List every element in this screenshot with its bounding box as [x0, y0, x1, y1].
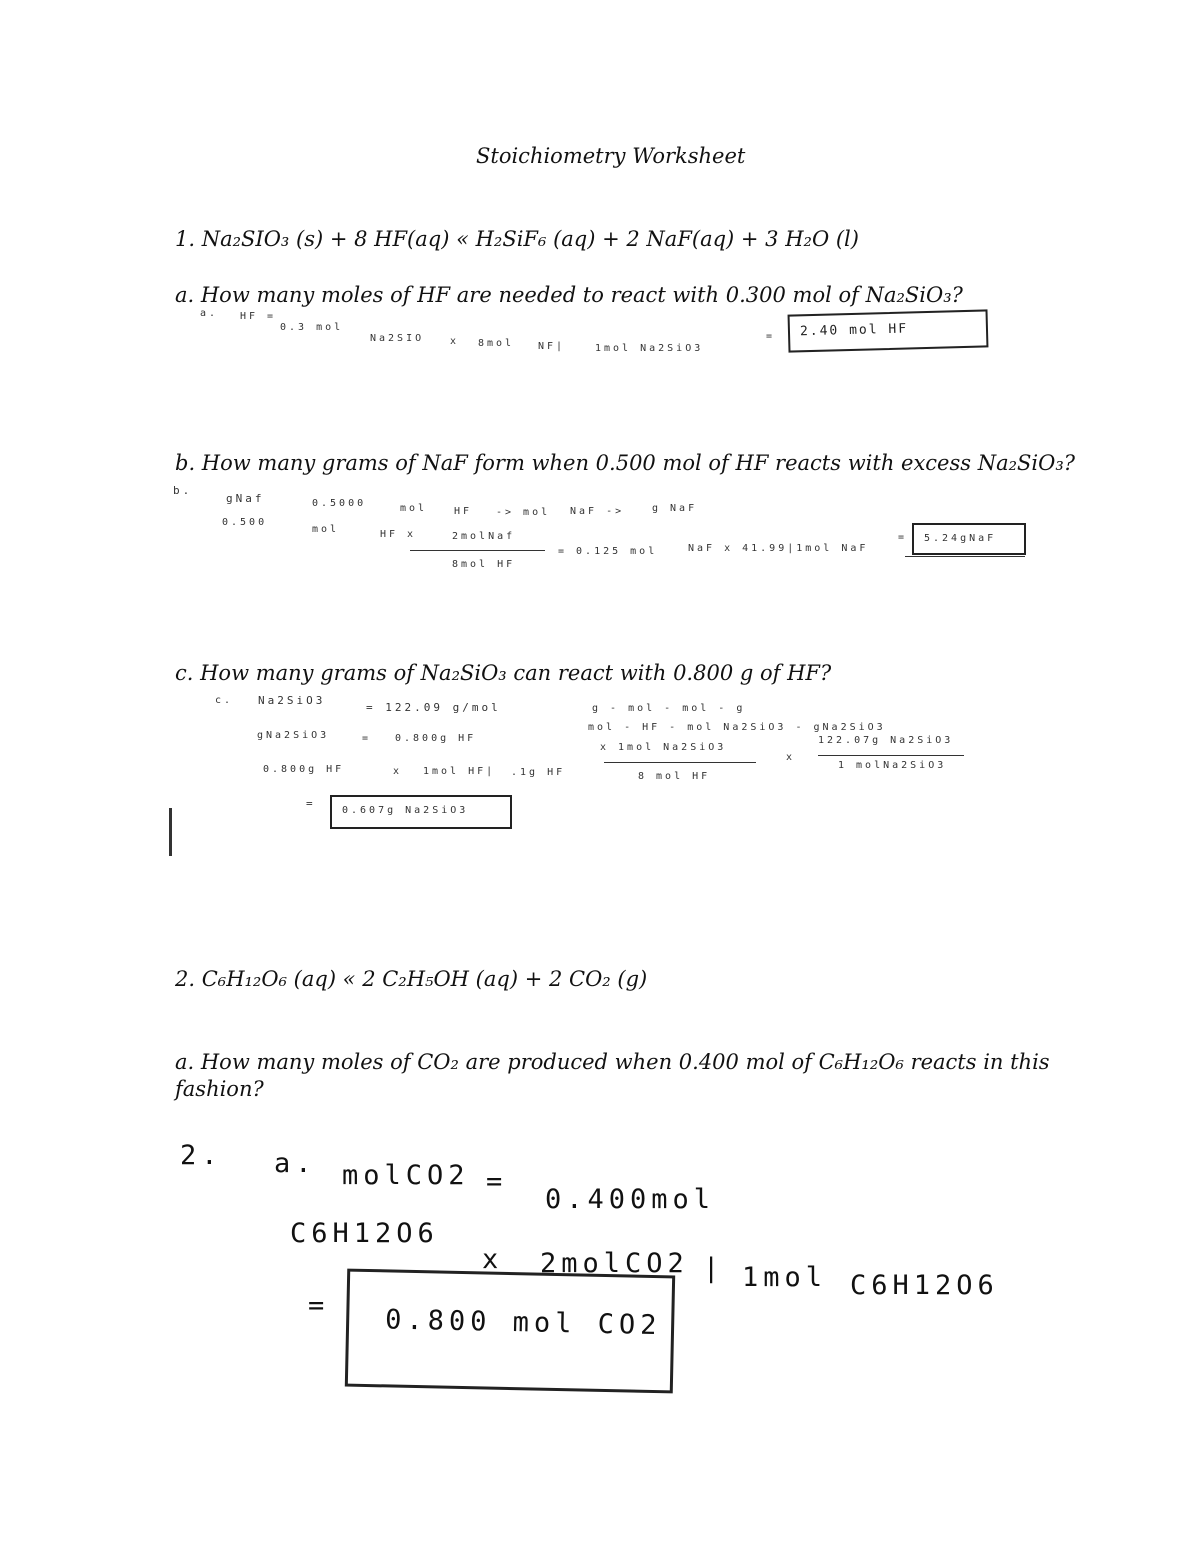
work-text: x — [482, 1244, 504, 1275]
work-text: 0.400mol — [545, 1184, 716, 1215]
work-text: 1 molNa2SiO3 — [838, 760, 947, 771]
question-1b: b. How many grams of NaF form when 0.500 mol of HF reacts with excess Na₂SiO₃? — [175, 451, 1076, 475]
question-1c: c. How many grams of Na₂SiO₃ can react with 0.800 g of HF? — [175, 661, 832, 685]
work-text: HF = — [240, 311, 277, 322]
work-text: gNa2SiO3 — [257, 730, 330, 741]
underline — [905, 556, 1025, 557]
work-text: g NaF — [652, 503, 698, 514]
work-label: a. — [274, 1148, 317, 1179]
work-text: 2molCO2 — [540, 1248, 689, 1279]
work-text: HF x — [380, 529, 417, 540]
work-text: 1mol HF| — [423, 766, 496, 777]
work-text: NaF -> — [570, 506, 625, 517]
work-text: Na2SiO3 — [258, 694, 326, 707]
question-1a: a. How many moles of HF are needed to react with 0.300 mol of Na₂SiO₃? — [175, 283, 963, 307]
fraction-bar — [410, 550, 545, 551]
work-text: 1mol Na2SiO3 — [595, 343, 704, 354]
work-text: 8 mol HF — [638, 771, 711, 782]
work-text: 1mol — [742, 1262, 828, 1293]
fraction-bar — [818, 755, 964, 756]
work-number: 2. — [180, 1140, 223, 1171]
work-text: Na2SIO — [370, 333, 425, 344]
work-text: 0.3 mol — [280, 322, 344, 333]
work-text: 0.800g HF — [263, 764, 345, 775]
problem-2-equation: 2. C₆H₁₂O₆ (aq) « 2 C₂H₅OH (aq) + 2 CO₂ (g) — [175, 967, 648, 991]
work-text: x — [786, 752, 796, 763]
work-text: -> mol — [496, 507, 551, 518]
answer-1b: 5.24gNaF — [924, 533, 997, 544]
work-text: mol - HF - mol Na2SiO3 - gNa2SiO3 — [588, 722, 886, 733]
answer-box — [788, 309, 989, 352]
answer-box — [330, 795, 512, 829]
work-text: = 0.125 mol — [558, 546, 658, 557]
work-label: b. — [173, 484, 193, 497]
work-text: 0.500 — [222, 517, 268, 528]
question-2a: a. How many moles of CO₂ are produced when 0.400 mol of C₆H₁₂O₆ reacts in this — [175, 1050, 1050, 1074]
answer-1c: 0.607g Na2SiO3 — [342, 805, 469, 816]
work-text: = — [766, 331, 776, 342]
work-text: x 1mol Na2SiO3 — [600, 742, 727, 753]
work-text: = — [486, 1166, 508, 1197]
work-text: 8mol HF — [452, 559, 516, 570]
work-text: = 122.09 g/mol — [366, 701, 501, 714]
work-text: | — [703, 1253, 725, 1284]
work-text: = — [898, 532, 908, 543]
work-text: NaF x 41.99|1mol NaF — [688, 543, 869, 554]
work-text: 0.800g HF — [395, 733, 477, 744]
work-text: 8mol — [478, 338, 515, 349]
work-label: a. — [200, 308, 219, 319]
work-text: 122.07g Na2SiO3 — [818, 735, 954, 746]
work-text: = — [306, 797, 316, 810]
answer-box — [345, 1269, 675, 1394]
work-text: HF — [454, 506, 473, 517]
work-text: mol — [400, 503, 428, 514]
fraction-bar — [604, 762, 756, 763]
page-title: Stoichiometry Worksheet — [476, 144, 746, 168]
work-text: 0.5000 — [312, 498, 367, 509]
work-text: molCO2 — [342, 1160, 470, 1191]
answer-2a: 0.800 mol CO2 — [384, 1304, 662, 1342]
work-text: x — [393, 766, 403, 777]
answer-1a: 2.40 mol HF — [799, 321, 909, 340]
work-text: gNaf — [226, 492, 265, 505]
question-2a-continued: fashion? — [175, 1077, 264, 1101]
work-text: 2molNaf — [452, 531, 516, 542]
problem-1-equation: 1. Na₂SIO₃ (s) + 8 HF(aq) « H₂SiF₆ (aq) + 2 NaF(aq) + 3 H₂O (l) — [175, 227, 859, 251]
work-text: mol — [312, 524, 340, 535]
answer-box — [912, 523, 1026, 555]
work-text: x — [450, 336, 460, 347]
work-text: .1g HF — [511, 767, 566, 778]
margin-mark — [169, 808, 172, 856]
work-text: C6H12O6 — [850, 1270, 999, 1301]
work-text: g - mol - mol - g — [592, 703, 746, 714]
work-text: = — [362, 733, 372, 744]
work-text: C6H12O6 — [290, 1218, 439, 1249]
work-text: = — [308, 1290, 330, 1321]
work-text: NF| — [538, 341, 566, 352]
work-label: c. — [215, 695, 234, 706]
